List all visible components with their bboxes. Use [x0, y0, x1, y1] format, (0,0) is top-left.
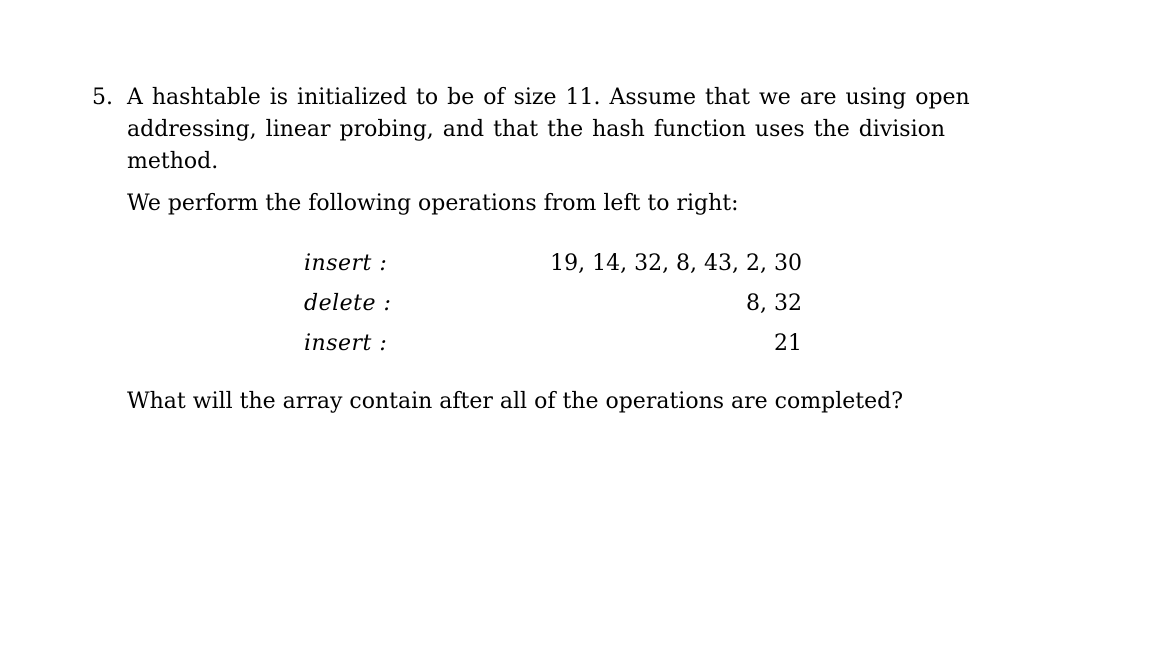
statement-line-1 [127, 82, 987, 114]
operation-values: 21 [774, 331, 802, 356]
operation-row [304, 288, 802, 328]
operations-intro: We perform the following operations from left to right: [127, 191, 739, 216]
question-text: What will the array contain after all of the operations are completed? [127, 389, 903, 414]
statement-line-3: method. [127, 149, 219, 174]
operation-name: insert : [304, 331, 388, 356]
operation-values: 8, 32 [746, 291, 802, 316]
statement-line-1-part-1: A hashtable is initialized to be of size 11. [127, 85, 601, 110]
operation-row [304, 248, 802, 288]
operation-values: 19, 14, 32, 8, 43, 2, 30 [550, 251, 802, 276]
operation-name: delete : [304, 291, 392, 316]
problem-statement [127, 82, 987, 178]
operation-row [304, 328, 802, 368]
operation-name: insert : [304, 251, 388, 276]
operations-table [304, 248, 802, 368]
statement-line-2: addressing, linear probing, and that the hash function uses the division [127, 117, 946, 142]
statement-line-1-part-2: Assume that we are using open [609, 85, 970, 110]
problem-number: 5. [92, 85, 113, 110]
